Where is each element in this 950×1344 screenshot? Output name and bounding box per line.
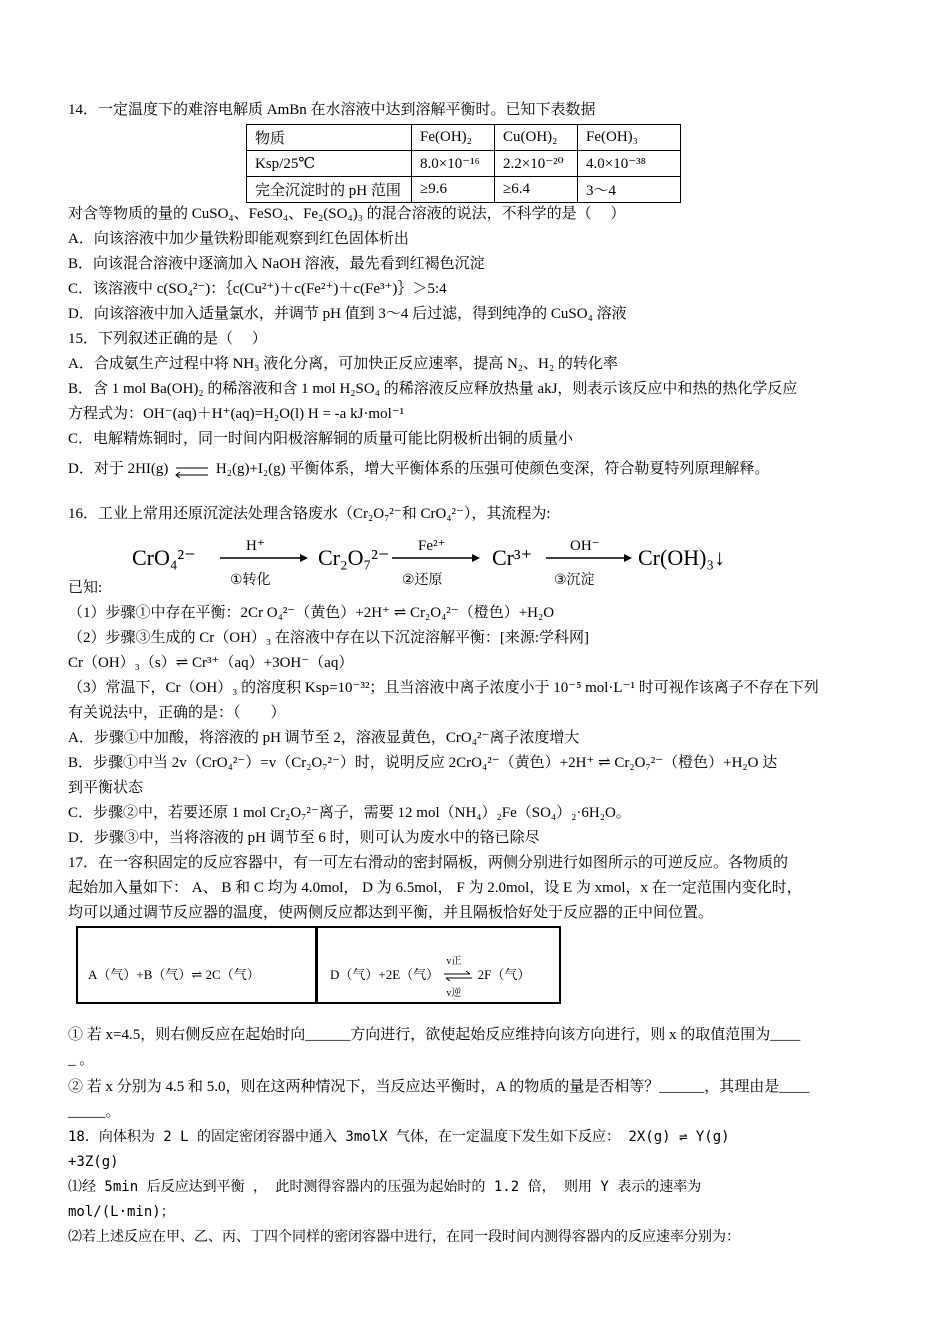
flow-arrow-3-bottom: ③沉淀 — [554, 572, 595, 588]
q14-option-a: A．向该溶液中加少量铁粉即能观察到红色固体析出 — [68, 231, 409, 247]
v-forward-label: v正 — [446, 956, 462, 968]
table-cell: Ksp/25℃ — [247, 151, 412, 177]
q16-option-b-cont: 到平衡状态 — [68, 780, 144, 796]
q18-line-5: ⑵若上述反应在甲、乙、丙、丁四个同样的密闭容器中进行，在同一段时间内测得容器内的反应速率分别为： — [68, 1229, 740, 1245]
q17-item-2-cont: _____。 — [68, 1104, 121, 1120]
flow-species-1: CrO₄²⁻ — [132, 545, 196, 570]
table-cell: ≥6.4 — [495, 177, 578, 203]
q16-known-3: （3）常温下，Cr（OH）₃ 的溶度积 Ksp=10⁻³²；且当溶液中离子浓度小于 10⁻⁵ mol·L⁻¹ 时可视作该离子不存在下列 — [68, 680, 819, 696]
q16-option-d: D．步骤③中，当将溶液的 pH 调节至 6 时，则可认为废水中的铬已除尽 — [68, 830, 540, 846]
q16-stem: 16．工业上常用还原沉淀法处理含铬废水（Cr₂O₇²⁻和 CrO₄²⁻），其流程为: — [68, 506, 551, 522]
table-cell: 4.0×10⁻³⁸ — [578, 151, 681, 177]
q14-stem: 14．一定温度下的难溶电解质 AmBn 在水溶液中达到溶解平衡时。已知下表数据 — [68, 102, 596, 118]
q17-line-2: 起始加入量如下： A、 B 和 C 均为 4.0mol， D 为 6.5mol， F 为 2.0mol，设 E 为 xmol，x 在一定范围内变化时， — [68, 880, 802, 896]
right-reaction — [330, 956, 531, 1000]
table-cell: Fe(OH)₂ — [412, 125, 495, 151]
right-reaction-products: 2F（气） — [477, 967, 531, 982]
q15-option-b-cont: 方程式为：OH⁻(aq)＋H⁺(aq)=H₂O(l) H = -a kJ·mol⁻¹ — [68, 406, 405, 422]
q15-stem: 15．下列叙述正确的是（ ） — [68, 331, 267, 347]
q17-item-1-cont: _ 。 — [68, 1052, 95, 1068]
q17-line-3: 均可以通过调节反应器的温度，使两侧反应都达到平衡，并且隔板恰好处于反应器的正中间位置。 — [68, 905, 714, 921]
q17-item-2: ② 若 x 分别为 4.5 和 5.0，则在这两种情况下，当反应达平衡时，A 的物质的量是否相等？______，其理由是____ — [68, 1079, 810, 1095]
q16-option-a: A．步骤①中加酸，将溶液的 pH 调节至 2，溶液显黄色，CrO₄²⁻离子浓度增大 — [68, 730, 580, 746]
q18-line-1: 18．向体积为 2 L 的固定密闭容器中通入 3molX 气体，在一定温度下发生如下反应： 2X(g) ⇌ Y(g) — [68, 1129, 730, 1145]
q16-known: 已知: — [68, 580, 103, 596]
q15-option-c: C．电解精炼铜时，同一时间内阳极溶解铜的质量可能比阴极析出铜的质量小 — [68, 431, 574, 447]
q16-known-2b: Cr（OH）₃（s）⇌ Cr³⁺（aq）+3OH⁻（aq） — [68, 655, 354, 671]
q16-known-1: （1）步骤①中存在平衡：2Cr O₄²⁻（黄色）+2H⁺ ⇌ Cr₂O₄²⁻（橙色）+H₂O — [68, 605, 555, 621]
q17-item-1: ① 若 x=4.5，则右侧反应在起始时向______方向进行，欲使起始反应维持向该方向进行，则 x 的取值范围为____ — [68, 1027, 801, 1043]
forward-reverse-arrow-icon — [442, 956, 474, 1000]
flow-species-4: Cr(OH)₃↓ — [638, 545, 726, 570]
table-cell: 完全沉淀时的 pH 范围 — [247, 177, 412, 203]
right-reaction-reactants: D（气）+2E（气） — [330, 967, 440, 982]
table-row — [247, 177, 681, 203]
table-cell: Fe(OH)₃ — [578, 125, 681, 151]
q16-known-2: （2）步骤③生成的 Cr（OH）₃ 在溶液中存在以下沉淀溶解平衡：[来源:学科网] — [68, 630, 590, 646]
flow-species-3: Cr³⁺ — [492, 545, 533, 570]
chromium-flow-diagram — [130, 532, 750, 592]
table-cell: 3～4 — [578, 177, 681, 203]
q18-line-2: +3Z(g) — [68, 1154, 119, 1170]
q16-option-c: C．步骤②中，若要还原 1 mol Cr₂O₇²⁻离子，需要 12 mol（NH₄）₂Fe（SO₄）₂·6H₂O。 — [68, 805, 631, 821]
table-cell: Cu(OH)₂ — [495, 125, 578, 151]
q18-line-4: mol/(L·min)； — [68, 1204, 175, 1220]
q15-option-a: A．合成氨生产过程中将 NH₃ 液化分离，可加快正反应速率，提高 N₂、H₂ 的转化率 — [68, 356, 618, 372]
left-reaction: A（气）+B（气）⇌ 2C（气） — [88, 967, 260, 982]
ksp-table — [246, 124, 681, 203]
q14-option-c: C．该溶液中 c(SO₄²⁻)：｛c(Cu²⁺)＋c(Fe²⁺)＋c(Fe³⁺)｝＞5:4 — [68, 281, 447, 297]
q15-option-b: B．含 1 mol Ba(OH)₂ 的稀溶液和含 1 mol H₂SO₄ 的稀溶液反应释放热量 akJ，则表示该反应中和热的热化学反应 — [68, 381, 798, 397]
table-cell: 2.2×10⁻²⁰ — [495, 151, 578, 177]
flow-arrow-1-bottom: ①转化 — [230, 572, 271, 588]
q18-line-3: ⑴经 5min 后反应达到平衡 ， 此时测得容器内的压强为起始时的 1.2 倍， 则用 Y 表示的速率为 — [68, 1179, 702, 1195]
reactor-diagram — [76, 926, 561, 1004]
equilibrium-arrow-icon — [172, 459, 212, 481]
flow-arrow-3-top: OH⁻ — [570, 538, 600, 554]
q14-option-d: D．向该溶液中加入适量氯水，并调节 pH 值到 3～4 后过滤，得到纯净的 CuSO₄ 溶液 — [68, 306, 627, 322]
q15-d-post: H₂(g)+I₂(g) 平衡体系，增大平衡体系的压强可使颜色变深，符合勒夏特列原理解释。 — [215, 461, 770, 477]
table-cell: ≥9.6 — [412, 177, 495, 203]
q17-line-1: 17．在一容积固定的反应容器中，有一可左右滑动的密封隔板，两侧分别进行如图所示的可逆反应。各物质的 — [68, 855, 789, 871]
q14-question: 对含等物质的量的 CuSO₄、FeSO₄、Fe₂(SO₄)₃ 的混合溶液的说法，不科学的是（ ） — [68, 206, 626, 222]
q15-d-pre: D．对于 2HI(g) — [68, 461, 169, 477]
q15-option-d — [68, 459, 769, 481]
q14-option-b: B．向该混合溶液中逐滴加入 NaOH 溶液，最先看到红褐色沉淀 — [68, 256, 485, 272]
sliding-partition — [315, 928, 318, 1002]
table-cell: 物质 — [247, 125, 412, 151]
q16-option-b: B．步骤①中当 2v（CrO₄²⁻）=v（Cr₂O₇²⁻）时，说明反应 2CrO₄²⁻（黄色）+2H⁺ ⇌ Cr₂O₇²⁻（橙色）+H₂O 达 — [68, 755, 778, 771]
q16-known-3b: 有关说法中，正确的是：（ ） — [68, 705, 286, 721]
flow-arrow-2-bottom: ②还原 — [402, 572, 443, 588]
table-row — [247, 151, 681, 177]
v-reverse-label: v逆 — [446, 988, 462, 1000]
flow-species-2: Cr₂O₇²⁻ — [318, 545, 390, 570]
table-cell: 8.0×10⁻¹⁶ — [412, 151, 495, 177]
table-row — [247, 125, 681, 151]
flow-arrow-1-top: H⁺ — [246, 538, 265, 554]
flow-arrow-2-top: Fe²⁺ — [418, 538, 446, 554]
